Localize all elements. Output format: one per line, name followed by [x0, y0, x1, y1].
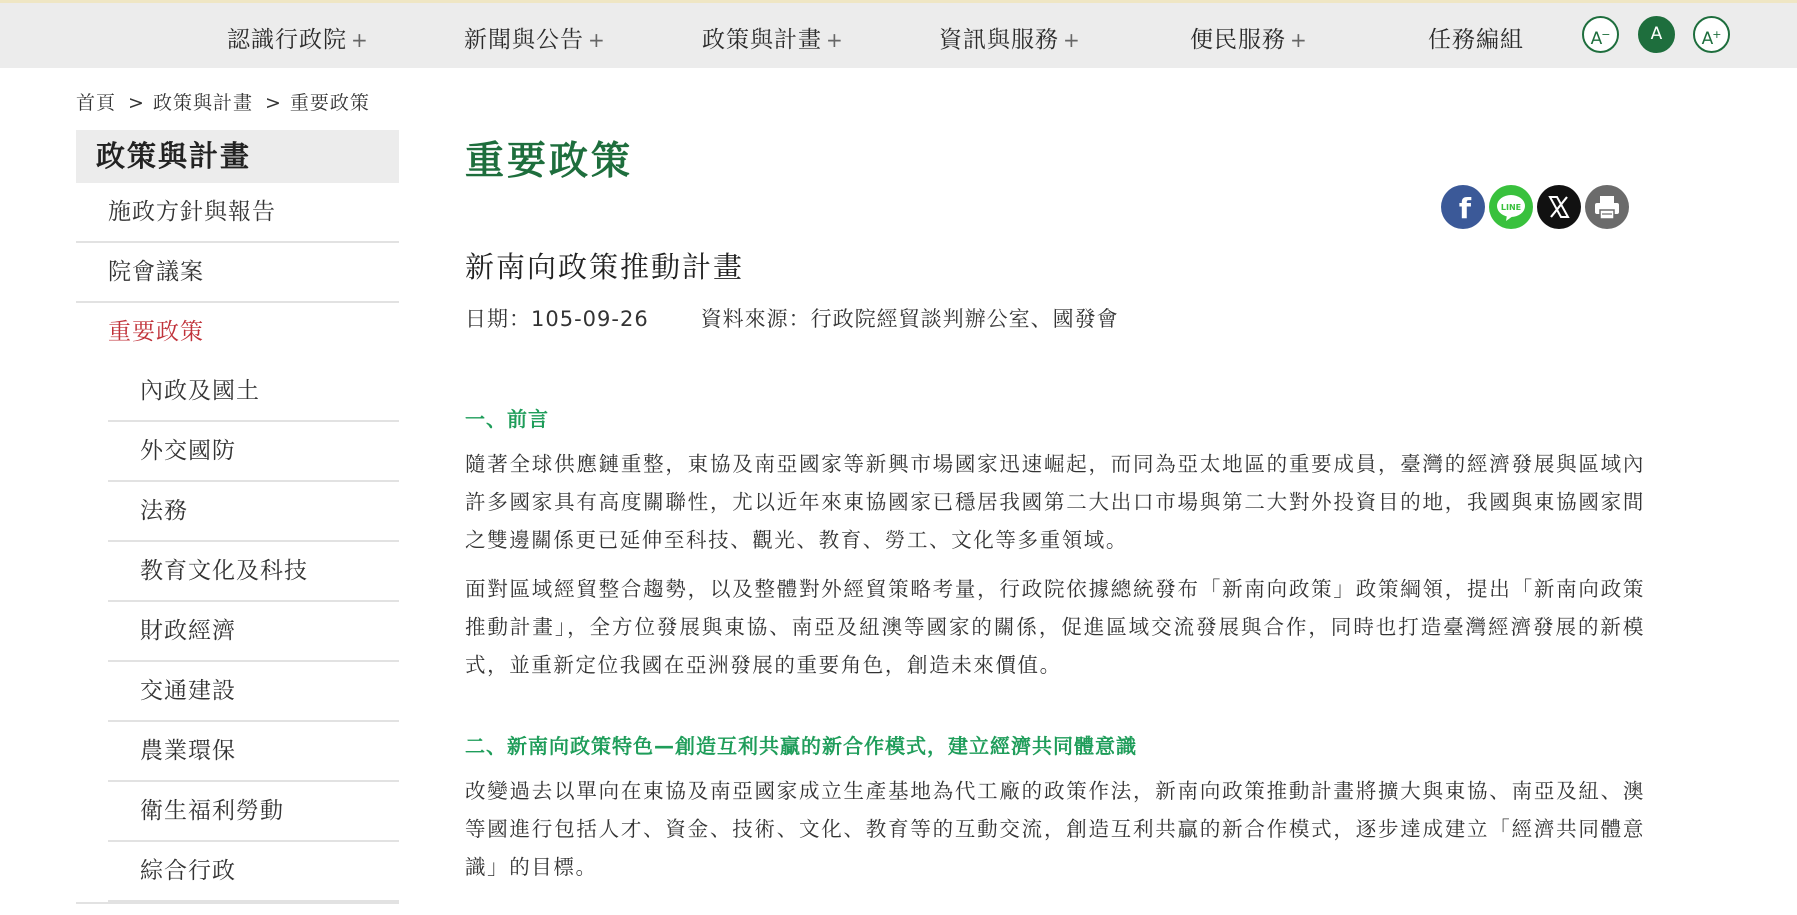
font-decrease-button[interactable]	[1582, 16, 1619, 53]
plus-icon: +	[1063, 28, 1081, 52]
x-share-button[interactable]	[1537, 185, 1581, 229]
nav-item-about[interactable]	[227, 21, 369, 54]
sidebar-divider	[76, 902, 399, 904]
sidebar-subitem-welfare[interactable]: 衛生福利勞動	[108, 782, 399, 842]
plus-icon: +	[1712, 28, 1722, 41]
breadcrumb	[76, 88, 370, 115]
nav-item-label: 任務編組	[1428, 27, 1524, 53]
sidebar-subitem-transport[interactable]: 交通建設	[108, 662, 399, 722]
facebook-glyph: f	[1458, 192, 1472, 225]
page-title: 重要政策	[465, 139, 634, 184]
nav-item-policy[interactable]	[702, 21, 844, 54]
paragraph: 改變過去以單向在東協及南亞國家成立生產基地為代工廠的政策作法，新南向政策推動計畫將擴大與東協、南亞及紐、澳等國進行包括人才、資金、技術、文化、教育等的互動交流，創造互利共贏的新合作模式，逐步達成建立「經濟共同體意識」的目標。	[465, 779, 1645, 879]
nav-item-news[interactable]	[464, 21, 606, 54]
line-share-button[interactable]	[1489, 185, 1533, 229]
sidebar-subitem-education[interactable]: 教育文化及科技	[108, 542, 399, 602]
facebook-share-button[interactable]	[1441, 185, 1485, 229]
nav-item-label: 新聞與公告	[464, 27, 584, 53]
minus-icon: −	[1601, 28, 1611, 41]
nav-item-label: 政策與計畫	[702, 27, 822, 53]
printer-icon	[1585, 185, 1629, 229]
sidebar-item-cabinet-bills[interactable]: 院會議案	[76, 243, 399, 303]
plus-icon: +	[588, 28, 606, 52]
nav-item-label: 便民服務	[1190, 27, 1286, 53]
breadcrumb-separator: >	[264, 92, 282, 114]
sidebar-subitem-general-admin[interactable]: 綜合行政	[108, 842, 399, 902]
facebook-icon	[1441, 185, 1485, 229]
sidebar-title: 政策與計畫	[76, 130, 399, 183]
article-source: 資料來源：行政院經貿談判辦公室、國發會	[700, 307, 1119, 331]
top-nav	[0, 0, 1797, 68]
font-normal-label: A	[1650, 24, 1663, 44]
nav-item-taskforce[interactable]	[1428, 21, 1528, 54]
article-meta	[465, 303, 1119, 333]
font-increase-button[interactable]	[1693, 16, 1730, 53]
x-icon	[1537, 185, 1581, 229]
article-date: 日期：105-09-26	[465, 307, 649, 331]
paragraph: 面對區域經貿整合趨勢，以及整體對外經貿策略考量，行政院依據總統發布「新南向政策」政策綱領，提出「新南向政策推動計畫」，全方位發展與東協、南亞及紐澳等國家的關係，促進區域交流發展與合作，同時也打造臺灣經濟發展的新模式，並重新定位我國在亞洲發展的重要角色，創造未來價值。	[465, 577, 1645, 677]
nav-item-services[interactable]	[1190, 21, 1308, 54]
breadcrumb-level1[interactable]: 政策與計畫	[152, 92, 253, 114]
article-title: 新南向政策推動計畫	[465, 250, 745, 284]
sidebar-item-reports[interactable]: 施政方針與報告	[76, 183, 399, 243]
line-icon	[1489, 185, 1533, 229]
line-glyph: LINE	[1500, 203, 1522, 212]
breadcrumb-home[interactable]: 首頁	[76, 92, 117, 114]
plus-icon: +	[826, 28, 844, 52]
font-decrease-label: A	[1590, 29, 1603, 49]
sidebar-subitem-finance[interactable]: 財政經濟	[108, 602, 399, 662]
plus-icon: +	[1290, 28, 1308, 52]
sidebar-subitem-justice[interactable]: 法務	[108, 482, 399, 542]
paragraph: 隨著全球供應鏈重整，東協及南亞國家等新興市場國家迅速崛起，而同為亞太地區的重要成員，臺灣的經濟發展與區域內許多國家具有高度關聯性，尤以近年來東協國家已穩居我國第二大出口市場與第二大對外投資目的地，我國與東協國家間之雙邊關係更已延伸至科技、觀光、教育、勞工、文化等多重領域。	[465, 452, 1645, 552]
font-normal-button[interactable]	[1638, 16, 1675, 53]
section-heading: 二、新南向政策特色—創造互利共贏的新合作模式，建立經濟共同體意識	[465, 734, 1137, 758]
plus-icon: +	[351, 28, 369, 52]
nav-item-label: 資訊與服務	[939, 27, 1059, 53]
section-heading: 一、前言	[465, 407, 549, 431]
nav-item-info[interactable]	[939, 21, 1081, 54]
font-increase-label: A	[1701, 29, 1714, 49]
print-button[interactable]	[1585, 185, 1629, 229]
sidebar-subitem-diplomacy[interactable]: 外交國防	[108, 422, 399, 482]
sidebar-subitem-agriculture[interactable]: 農業環保	[108, 722, 399, 782]
sidebar-subitem-interior[interactable]: 內政及國土	[108, 362, 399, 422]
breadcrumb-separator: >	[128, 92, 145, 114]
sidebar-item-key-policies[interactable]: 重要政策	[108, 319, 204, 345]
breadcrumb-current: 重要政策	[289, 92, 370, 114]
nav-item-label: 認識行政院	[227, 27, 347, 53]
